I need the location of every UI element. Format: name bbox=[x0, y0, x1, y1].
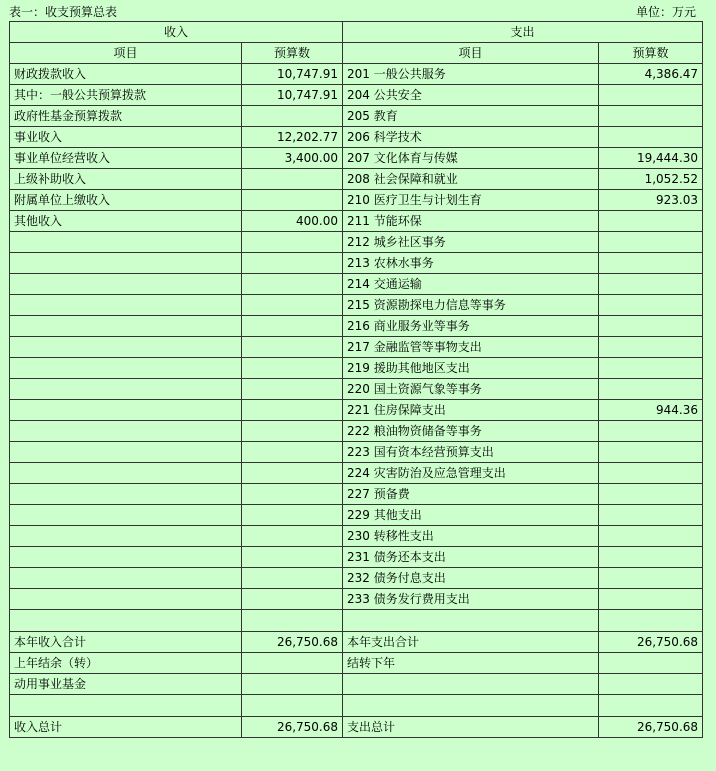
expense-amount-cell: 944.36 bbox=[599, 400, 703, 421]
expense-amount-cell bbox=[599, 463, 703, 484]
income-amount-cell bbox=[242, 674, 343, 695]
table-row bbox=[10, 421, 703, 442]
table-row bbox=[10, 232, 703, 253]
expense-amount-cell bbox=[599, 253, 703, 274]
expense-amount-cell bbox=[599, 358, 703, 379]
income-item-cell bbox=[10, 421, 242, 442]
table-row bbox=[10, 295, 703, 316]
expense-amount-cell bbox=[599, 547, 703, 568]
income-amount-cell: 10,747.91 bbox=[242, 64, 343, 85]
income-item-cell: 事业收入 bbox=[10, 127, 242, 148]
table-title: 表一：收支预算总表 bbox=[9, 5, 118, 19]
income-amount-cell bbox=[242, 505, 343, 526]
income-item-cell bbox=[10, 232, 242, 253]
income-item-cell bbox=[10, 505, 242, 526]
expense-amount-cell bbox=[599, 653, 703, 674]
income-amount-cell bbox=[242, 442, 343, 463]
income-item-cell: 其中：一般公共预算拨款 bbox=[10, 85, 242, 106]
expense-section-header: 支出 bbox=[343, 22, 703, 43]
income-amount-cell bbox=[242, 526, 343, 547]
income-amount-cell: 26,750.68 bbox=[242, 632, 343, 653]
expense-item-header: 项目 bbox=[343, 43, 599, 64]
expense-item-cell: 224 灾害防治及应急管理支出 bbox=[343, 463, 599, 484]
expense-item-cell: 222 粮油物资储备等事务 bbox=[343, 421, 599, 442]
table-row bbox=[10, 568, 703, 589]
table-row bbox=[10, 148, 703, 169]
expense-item-cell: 204 公共安全 bbox=[343, 85, 599, 106]
table-row bbox=[10, 64, 703, 85]
table-row bbox=[10, 106, 703, 127]
income-amount-cell bbox=[242, 295, 343, 316]
expense-item-cell bbox=[343, 674, 599, 695]
page-header bbox=[0, 0, 716, 20]
expense-item-cell: 223 国有资本经营预算支出 bbox=[343, 442, 599, 463]
income-amount-cell bbox=[242, 106, 343, 127]
income-item-cell bbox=[10, 526, 242, 547]
expense-amount-cell bbox=[599, 232, 703, 253]
expense-item-cell: 227 预备费 bbox=[343, 484, 599, 505]
unit-label: 单位：万元 bbox=[635, 5, 696, 19]
expense-amount-cell bbox=[599, 316, 703, 337]
table-row bbox=[10, 505, 703, 526]
expense-item-cell: 217 金融监管等事物支出 bbox=[343, 337, 599, 358]
expense-amount-cell bbox=[599, 526, 703, 547]
table-row bbox=[10, 85, 703, 106]
income-item-cell bbox=[10, 274, 242, 295]
expense-item-cell: 结转下年 bbox=[343, 653, 599, 674]
income-amount-cell: 26,750.68 bbox=[242, 717, 343, 738]
table-row bbox=[10, 717, 703, 738]
table-row bbox=[10, 463, 703, 484]
table-row bbox=[10, 379, 703, 400]
table-row bbox=[10, 547, 703, 568]
income-item-cell: 其他收入 bbox=[10, 211, 242, 232]
table-row bbox=[10, 442, 703, 463]
table-row bbox=[10, 211, 703, 232]
expense-item-cell: 206 科学技术 bbox=[343, 127, 599, 148]
expense-amount-cell bbox=[599, 85, 703, 106]
income-amount-cell bbox=[242, 337, 343, 358]
income-amount-cell bbox=[242, 610, 343, 632]
income-amount-cell bbox=[242, 358, 343, 379]
expense-amount-cell: 26,750.68 bbox=[599, 632, 703, 653]
table-row bbox=[10, 589, 703, 610]
income-amount-cell bbox=[242, 190, 343, 211]
income-item-cell: 上年结余（转） bbox=[10, 653, 242, 674]
expense-item-cell: 233 债务发行费用支出 bbox=[343, 589, 599, 610]
expense-item-cell: 213 农林水事务 bbox=[343, 253, 599, 274]
income-amount-cell: 12,202.77 bbox=[242, 127, 343, 148]
income-item-cell bbox=[10, 253, 242, 274]
table-row bbox=[10, 274, 703, 295]
table-row bbox=[10, 190, 703, 211]
income-amount-cell bbox=[242, 316, 343, 337]
expense-item-cell: 229 其他支出 bbox=[343, 505, 599, 526]
income-amount-cell bbox=[242, 653, 343, 674]
expense-item-cell: 201 一般公共服务 bbox=[343, 64, 599, 85]
income-amount-cell bbox=[242, 547, 343, 568]
income-item-cell bbox=[10, 316, 242, 337]
income-item-cell bbox=[10, 547, 242, 568]
section-header-row bbox=[10, 22, 703, 43]
expense-item-cell: 232 债务付息支出 bbox=[343, 568, 599, 589]
income-item-cell bbox=[10, 589, 242, 610]
expense-item-cell: 231 债务还本支出 bbox=[343, 547, 599, 568]
income-item-cell bbox=[10, 695, 242, 717]
expense-amount-cell bbox=[599, 379, 703, 400]
expense-amount-cell bbox=[599, 484, 703, 505]
expense-amount-cell bbox=[599, 295, 703, 316]
budget-summary-table bbox=[9, 21, 703, 738]
table-row bbox=[10, 253, 703, 274]
income-item-cell bbox=[10, 484, 242, 505]
income-amount-cell bbox=[242, 421, 343, 442]
expense-item-cell: 208 社会保障和就业 bbox=[343, 169, 599, 190]
table-row bbox=[10, 632, 703, 653]
expense-amount-cell: 26,750.68 bbox=[599, 717, 703, 738]
income-amount-cell bbox=[242, 400, 343, 421]
expense-item-cell: 支出总计 bbox=[343, 717, 599, 738]
income-item-cell: 财政拨款收入 bbox=[10, 64, 242, 85]
income-item-cell bbox=[10, 568, 242, 589]
income-item-cell bbox=[10, 358, 242, 379]
income-amount-cell bbox=[242, 568, 343, 589]
income-item-header: 项目 bbox=[10, 43, 242, 64]
income-item-cell bbox=[10, 610, 242, 632]
expense-amount-cell bbox=[599, 337, 703, 358]
income-item-cell bbox=[10, 337, 242, 358]
expense-amount-cell bbox=[599, 106, 703, 127]
income-item-cell: 事业单位经营收入 bbox=[10, 148, 242, 169]
table-row bbox=[10, 526, 703, 547]
expense-item-cell: 216 商业服务业等事务 bbox=[343, 316, 599, 337]
income-amount-header: 预算数 bbox=[242, 43, 343, 64]
income-amount-cell bbox=[242, 253, 343, 274]
table-row bbox=[10, 610, 703, 632]
expense-amount-cell bbox=[599, 442, 703, 463]
expense-amount-cell bbox=[599, 274, 703, 295]
income-item-cell: 本年收入合计 bbox=[10, 632, 242, 653]
table-row bbox=[10, 337, 703, 358]
expense-amount-header: 预算数 bbox=[599, 43, 703, 64]
table-row bbox=[10, 695, 703, 717]
expense-item-cell: 214 交通运输 bbox=[343, 274, 599, 295]
expense-amount-cell bbox=[599, 127, 703, 148]
income-item-cell: 收入总计 bbox=[10, 717, 242, 738]
income-item-cell: 政府性基金预算拨款 bbox=[10, 106, 242, 127]
expense-item-cell bbox=[343, 610, 599, 632]
income-amount-cell: 10,747.91 bbox=[242, 85, 343, 106]
income-section-header: 收入 bbox=[10, 22, 343, 43]
expense-amount-cell bbox=[599, 568, 703, 589]
income-item-cell bbox=[10, 442, 242, 463]
table-row bbox=[10, 169, 703, 190]
expense-item-cell: 220 国土资源气象等事务 bbox=[343, 379, 599, 400]
expense-item-cell: 本年支出合计 bbox=[343, 632, 599, 653]
income-amount-cell bbox=[242, 169, 343, 190]
column-header-row bbox=[10, 43, 703, 64]
expense-item-cell: 211 节能环保 bbox=[343, 211, 599, 232]
expense-amount-cell bbox=[599, 505, 703, 526]
expense-item-cell: 215 资源勘探电力信息等事务 bbox=[343, 295, 599, 316]
expense-amount-cell bbox=[599, 674, 703, 695]
table-row bbox=[10, 653, 703, 674]
table-row bbox=[10, 400, 703, 421]
income-amount-cell: 400.00 bbox=[242, 211, 343, 232]
expense-amount-cell bbox=[599, 610, 703, 632]
income-amount-cell bbox=[242, 379, 343, 400]
income-item-cell: 附属单位上缴收入 bbox=[10, 190, 242, 211]
income-amount-cell: 3,400.00 bbox=[242, 148, 343, 169]
expense-amount-cell bbox=[599, 421, 703, 442]
table-row bbox=[10, 316, 703, 337]
income-amount-cell bbox=[242, 463, 343, 484]
expense-item-cell: 210 医疗卫生与计划生育 bbox=[343, 190, 599, 211]
expense-amount-cell: 4,386.47 bbox=[599, 64, 703, 85]
expense-item-cell bbox=[343, 695, 599, 717]
income-item-cell bbox=[10, 400, 242, 421]
expense-amount-cell: 19,444.30 bbox=[599, 148, 703, 169]
expense-amount-cell bbox=[599, 211, 703, 232]
income-item-cell: 上级补助收入 bbox=[10, 169, 242, 190]
income-amount-cell bbox=[242, 695, 343, 717]
expense-amount-cell: 923.03 bbox=[599, 190, 703, 211]
income-amount-cell bbox=[242, 484, 343, 505]
expense-item-cell: 230 转移性支出 bbox=[343, 526, 599, 547]
income-amount-cell bbox=[242, 232, 343, 253]
income-item-cell bbox=[10, 295, 242, 316]
table-row bbox=[10, 674, 703, 695]
income-amount-cell bbox=[242, 589, 343, 610]
expense-amount-cell bbox=[599, 695, 703, 717]
expense-item-cell: 207 文化体育与传媒 bbox=[343, 148, 599, 169]
expense-item-cell: 219 援助其他地区支出 bbox=[343, 358, 599, 379]
table-row bbox=[10, 484, 703, 505]
income-item-cell bbox=[10, 463, 242, 484]
expense-item-cell: 205 教育 bbox=[343, 106, 599, 127]
income-amount-cell bbox=[242, 274, 343, 295]
expense-item-cell: 212 城乡社区事务 bbox=[343, 232, 599, 253]
expense-amount-cell bbox=[599, 589, 703, 610]
expense-amount-cell: 1,052.52 bbox=[599, 169, 703, 190]
table-body bbox=[10, 64, 703, 738]
expense-item-cell: 221 住房保障支出 bbox=[343, 400, 599, 421]
income-item-cell: 动用事业基金 bbox=[10, 674, 242, 695]
table-row bbox=[10, 127, 703, 148]
table-row bbox=[10, 358, 703, 379]
income-item-cell bbox=[10, 379, 242, 400]
